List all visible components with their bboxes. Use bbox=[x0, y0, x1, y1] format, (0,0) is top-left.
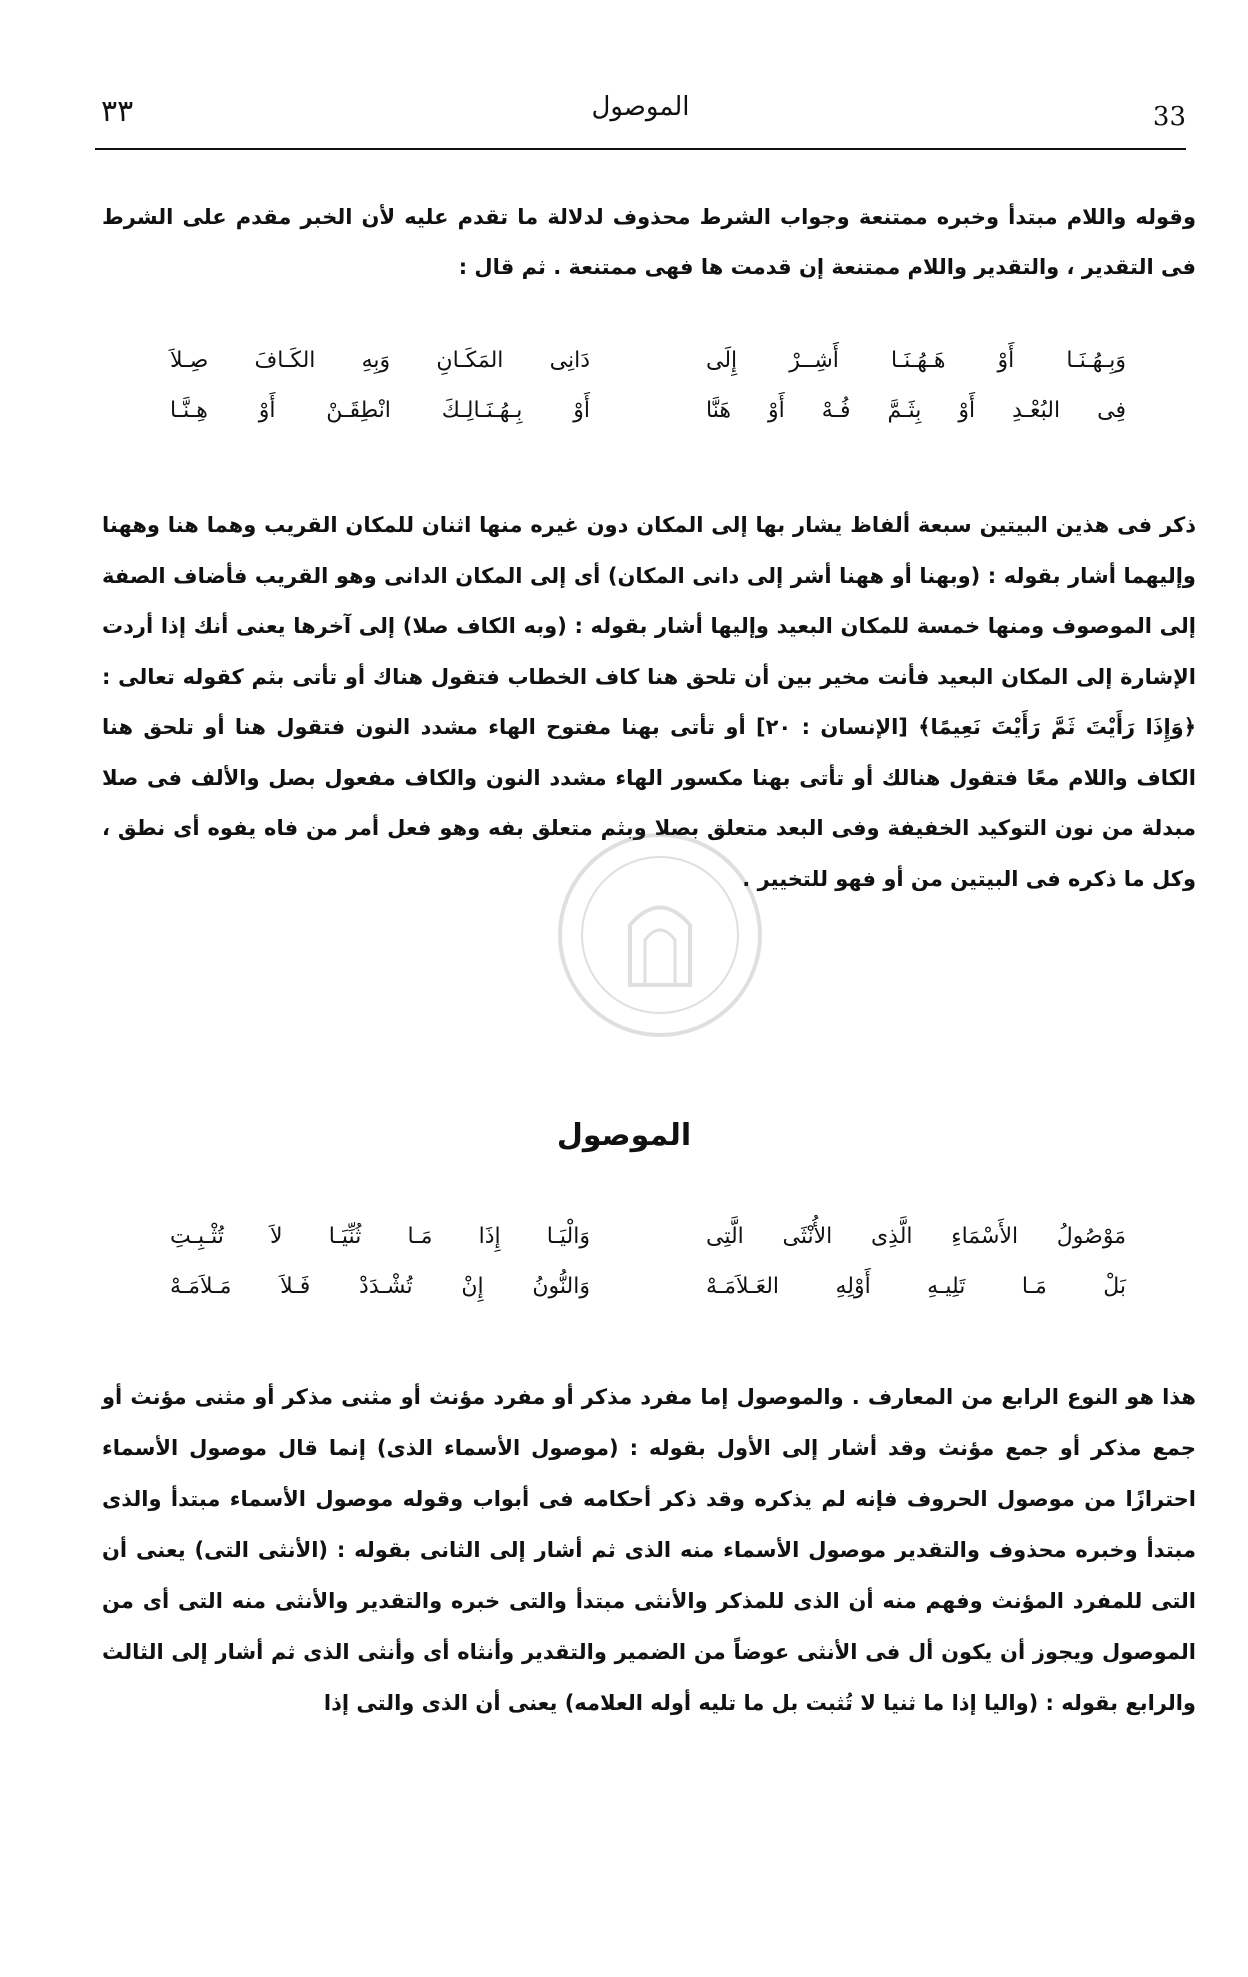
running-title: الموصول bbox=[591, 92, 690, 122]
verse-row bbox=[170, 1212, 1126, 1262]
verse-hemistich: دَانِى المَكَـانِ وَبِهِ الكَـافَ صِـلاَ bbox=[170, 348, 590, 373]
intro-paragraph: وقوله واللام مبتدأ وخبره ممتنعة وجواب الشرط محذوف لدلالة ما تقدم عليه لأن الخبر مقدم على الشرط فى التقدير ، والتقدير واللام ممتنعة إن قدمت ها فهى ممتنعة . ثم قال : bbox=[102, 205, 1196, 279]
verse-row bbox=[170, 1262, 1126, 1312]
verse-block-2 bbox=[170, 1212, 1126, 1312]
page-number-latin: 33 bbox=[1152, 102, 1186, 132]
verse-block-1 bbox=[170, 336, 1126, 436]
page-number-arabic: ٣٣ bbox=[101, 94, 134, 129]
verse-hemistich: بَلْ مَـا تَلِيـهِ أَوْلِهِ العَـلاَمَـهْ bbox=[706, 1274, 1126, 1299]
verse-row bbox=[170, 386, 1126, 436]
verse-hemistich: مَوْصُولُ الأَسْمَاءِ الَّذِى الأُنْثَى الَّتِى bbox=[706, 1224, 1126, 1249]
verse-hemistich: وَبِـهُـنَـا أَوْ هَـهُـنَـا أَشِــرْ إِلَى bbox=[706, 348, 1126, 373]
main-paragraph: هذا هو النوع الرابع من المعارف . والموصول إما مفرد مذكر أو مفرد مؤنث أو مثنى مذكر أو مثنى مؤنث أو جمع مذكر أو جمع مؤنث وقد أشار إلى الأول بقوله : (موصول الأسماء الذى) إنما قال موصول الأسماء احترازًا من موصول الحروف فإنه لم يذكره وقد ذكر أحكامه فى أبواب وقوله موصول الأسماء مبتدأ والذى مبتدأ وخبره محذوف والتقدير موصول الأسماء منه الذى ثم أشار إلى الثانى بقوله : (الأنثى التى) يعنى أن التى للمفرد المؤنث وفهم منه أن الذى للمذكر والأنثى مبتدأ والتى خبره والتقدير والأنثى منه التى أى من الموصول ويجوز أن يكون أل فى الأنثى عوضاً من الضمير والتقدير وأنثاه أى وأنثى الذى ثم أشار إلى الثالث والرابع بقوله : (واليا إذا ما ثنيا لا تُثبت بل ما تليه أوله العلامه) يعنى أن الذى والتى إذا bbox=[102, 1385, 1196, 1715]
header-rule bbox=[95, 148, 1186, 150]
verse-hemistich: فِى البُعْـدِ أَوْ بِثَـمَّ فُـهْ أَوْ هَنَّا bbox=[706, 398, 1126, 423]
verse-hemistich: وَالْيَـا إِذَا مَـا ثُنِّيَـا لاَ تُثْـبِـتِ bbox=[170, 1224, 590, 1249]
verse-hemistich: أَوْ بِـهُـنَـالِـكَ انْطِقَـنْ أَوْ هِـنَّـا bbox=[170, 398, 590, 423]
page-header bbox=[95, 88, 1186, 152]
section-heading: الموصول bbox=[556, 1118, 692, 1153]
explanation-paragraph: ذكر فى هذين البيتين سبعة ألفاظ يشار بها إلى المكان دون غيره منها اثنان للمكان القريب وهما هنا وههنا وإليهما أشار بقوله : (وبهنا أو ههنا أشر إلى دانى المكان) أى إلى المكان الدانى وهو القريب فأضاف الصفة إلى الموصوف ومنها خمسة للمكان البعيد وإليها أشار بقوله : (وبه الكاف صلا) إلى آخرها يعنى أنك إذا أردت الإشارة إلى المكان البعيد فأنت مخير بين أن تلحق هنا كاف الخطاب فتقول هناك أو تأتى بثم كقوله تعالى : ﴿وَإِذَا رَأَيْتَ ثَمَّ رَأَيْتَ نَعِيمًا﴾ [الإنسان : ٢٠] أو تأتى بهنا مفتوح الهاء مشدد النون فتقول هنا أو تلحق هنا الكاف واللام معًا فتقول هنالك أو تأتى بهنا مكسور الهاء مشدد النون والكاف مفعول بصل والألف فى صلا مبدلة من نون التوكيد الخفيفة وفى البعد متعلق بصلا وبثم متعلق بفه وهو فعل أمر من فاه يفوه أى نطق ، وكل ما ذكره فى البيتين من أو فهو للتخيير . bbox=[102, 513, 1197, 891]
verse-row bbox=[170, 336, 1126, 386]
verse-hemistich: وَالنُّونُ إِنْ تُشْـدَدْ فَـلاَ مَـلاَمَـهْ bbox=[170, 1274, 590, 1299]
